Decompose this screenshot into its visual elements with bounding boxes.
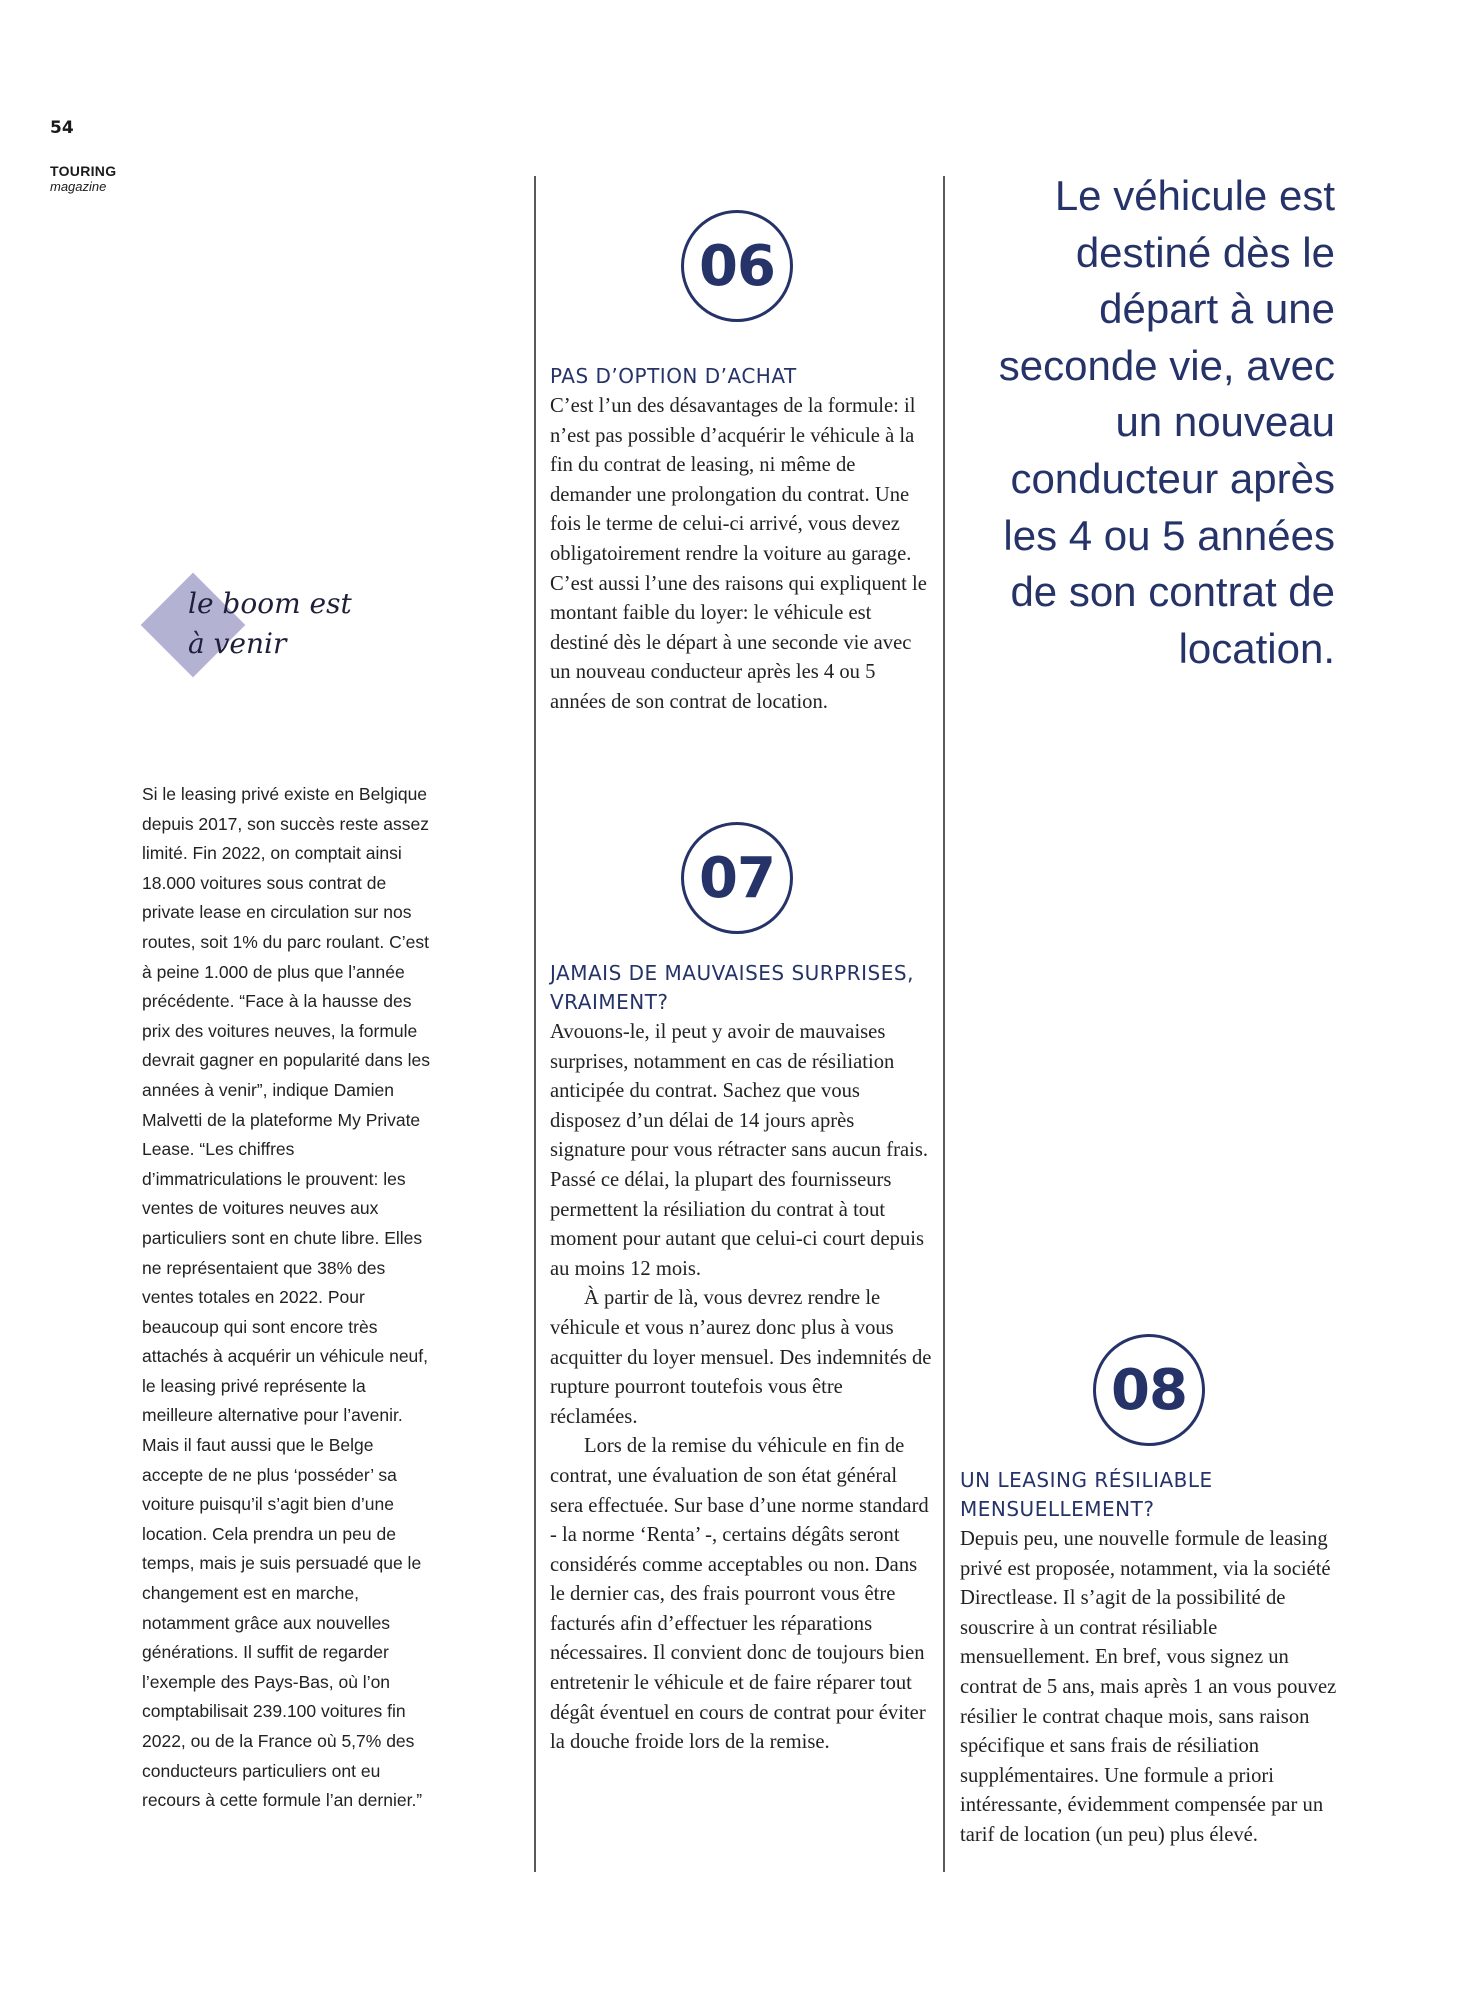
section-number-badge <box>681 210 793 322</box>
section-body <box>550 392 932 718</box>
section-body <box>550 1018 932 1758</box>
tagline-text: le boom est à venir <box>188 587 352 660</box>
brand-subtitle: magazine <box>50 179 107 194</box>
section-heading: JAMAIS DE MAUVAISES SURPRISES, VRAIMENT? <box>550 961 914 1014</box>
page-number: 54 <box>50 118 74 138</box>
section-number-badge <box>681 822 793 934</box>
section-heading: PAS D’OPTION D’ACHAT <box>550 364 797 388</box>
pull-quote: Le véhicule est destiné dès le départ à une seconde vie, avec un nouveau conducteur après les 4 ou 5 années de son contrat de location. <box>998 172 1335 672</box>
section-paragraph: Avouons-le, il peut y avoir de mauvaises surprises, notamment en cas de résiliation anticipée du contrat. Sachez que vous disposez d’un délai de 14 jours après signature pour vous rétracter sans aucun frais. Passé ce délai, la plupart des fournisseurs permettent la résiliation du contrat à tout moment pour autant que celui-ci court depuis au moins 12 mois. <box>550 1021 928 1280</box>
column-divider-left <box>534 176 536 1872</box>
column-divider-right <box>943 176 945 1872</box>
section-paragraph: À partir de là, vous devrez rendre le véhicule et vous n’aurez donc plus à vous acquitter du loyer mensuel. Des indemnités de rupture pourront toutefois vous être réclamées. <box>550 1287 932 1428</box>
brand-title: TOURING <box>50 163 117 179</box>
section-paragraph: C’est l’un des désavantages de la formule: il n’est pas possible d’acquérir le véhicule à la fin du contrat de leasing, ni même de demander une prolongation du contrat. Une fois le terme de celui-ci arrivé, vous devez obligatoirement rendre la voiture au garage. C’est aussi l’une des raisons qui expliquent le montant faible du loyer: le véhicule est destiné dès le départ à une seconde vie avec un nouveau conducteur après les 4 ou 5 années de son contrat de location. <box>550 395 927 713</box>
section-body <box>960 1525 1342 1851</box>
section-number: 08 <box>1111 1357 1187 1423</box>
section-number-badge <box>1093 1334 1205 1446</box>
tagline-badge <box>136 568 396 678</box>
intro-paragraph: Si le leasing privé existe en Belgique depuis 2017, son succès reste assez limité. Fin 2022, on comptait ainsi 18.000 voitures sous contrat de private lease en circulation sur nos routes, soit 1% du parc roulant. C’est à peine 1.000 de plus que l’année précédente. “Face à la hausse des prix des voitures neuves, la formule devrait gagner en popularité dans les années à venir”, indique Damien Malvetti de la plateforme My Private Lease. “Les chiffres d’immatriculations le prouvent: les ventes de voitures neuves aux particuliers sont en chute libre. Elles ne représentaient que 38% des ventes totales en 2022. Pour beaucoup qui sont encore très attachés à acquérir un véhicule neuf, le leasing privé représente la meilleure alternative pour l’avenir. Mais il faut aussi que le Belge accepte de ne plus ‘posséder’ sa voiture puisqu’il s’agit bien d’une location. Cela prendra un peu de temps, mais je suis persuadé que le changement est en marche, notamment grâce aux nouvelles générations. Il suffit de regarder l’exemple des Pays-Bas, où l’on comptabilisait 239.100 voitures fin 2022, ou de la France où 5,7% des conducteurs particuliers ont eu recours à cette formule l’an dernier.” <box>142 784 430 1811</box>
section-paragraph: Depuis peu, une nouvelle formule de leasing privé est proposée, notamment, via la société Directlease. Il s’agit de la possibilité de souscrire à un contrat résiliable mensuellement. En bref, vous signez un contrat de 5 ans, mais après 1 an vous pouvez résilier le contrat chaque mois, sans raison spécifique et sans frais de résiliation supplémentaires. Une formule a priori intéressante, évidemment compensée par un tarif de location (un peu) plus élevé. <box>960 1528 1337 1846</box>
section-heading: UN LEASING RÉSILIABLE MENSUELLEMENT? <box>960 1468 1213 1521</box>
section-number: 06 <box>699 233 775 299</box>
section-number: 07 <box>699 845 775 911</box>
magazine-brand <box>50 164 116 193</box>
section-paragraph: Lors de la remise du véhicule en fin de contrat, une évaluation de son état général sera effectuée. Sur base d’une norme standard - la norme ‘Renta’ -, certains dégâts seront considérés comme acceptables ou non. Dans le dernier cas, des frais pourront vous être facturés afin d’effectuer les réparations nécessaires. Il convient donc de toujours bien entretenir le véhicule et de faire réparer tout dégât éventuel en cours de contrat pour éviter la douche froide lors de la remise. <box>550 1435 929 1754</box>
